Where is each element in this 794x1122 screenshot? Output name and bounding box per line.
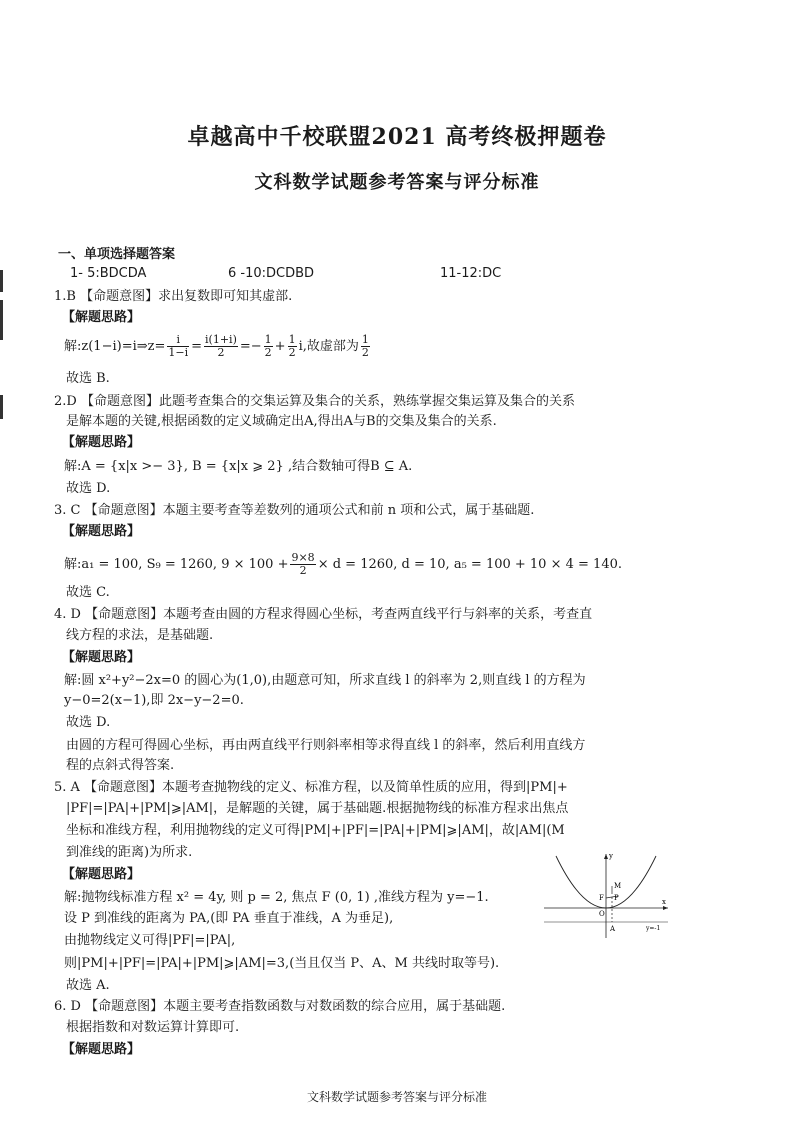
directrix-label: y=-1 <box>646 925 661 932</box>
q5-solution: 解:抛物线标准方程 x² = 4y, 则 p = 2, 焦点 F (0, 1) ,准线方程为 y=−1. <box>64 890 489 905</box>
answers-11-12: 11-12:DC <box>440 266 502 281</box>
q2-solution: 解:A = {x|x >− 3}, B = {x|x ⩾ 2} ,结合数轴可得B ⊆ A. <box>64 459 413 474</box>
q5-heading: 5. A 【命题意图】本题考查抛物线的定义、标准方程，以及简单性质的应用，得到|PM|+ <box>54 780 568 795</box>
parabola-figure <box>542 850 672 940</box>
q1-solution: 解:z(1−i)=i⇒z= $\frac{i}{1-i}$ = $\frac{i(1+i)}{2}$ =− $\frac{1}{2}$ + $\frac{1}{2}$ i,故虚部为 $\frac{1}{2}$ <box>64 333 369 359</box>
point-m-label: M <box>614 882 622 890</box>
axis-y-label: y <box>609 852 613 860</box>
answers-6-10: 6 -10:DCDBD <box>228 266 315 281</box>
q2-heading-cont: 是解本题的关键,根据函数的定义域确定出A,得出A与B的交集及集合的关系. <box>66 414 497 429</box>
point-p-label: P <box>614 894 619 902</box>
q4-thinking-label: 【解题思路】 <box>62 650 141 665</box>
axis-x-label: x <box>662 898 666 906</box>
q3-heading: 3. C 【命题意图】本题主要考查等差数列的通项公式和前 n 项和公式，属于基础题. <box>54 503 535 518</box>
q2-thinking-label: 【解题思路】 <box>62 435 141 450</box>
q1-thinking-label: 【解题思路】 <box>62 310 141 325</box>
focus-label: F <box>599 894 604 902</box>
q5-heading-cont: |PF|=|PA|+|PM|⩾|AM|，是解题的关键，属于基础题.根据抛物线的标准方程求出焦点 <box>66 801 569 816</box>
exam-subtitle: 文科数学试题参考答案与评分标准 <box>254 172 540 193</box>
origin-label: O <box>599 910 605 918</box>
q4-note-cont: 程的点斜式得答案. <box>66 758 175 773</box>
fraction: $\frac{1}{2}$ <box>288 333 296 359</box>
exam-title: 卓越高中千校联盟2021 高考终极押题卷 <box>187 124 607 150</box>
q5-solution-cont: 设 P 到准线的距离为 PA,(即 PA 垂直于准线，A 为垂足), <box>64 911 394 926</box>
q4-choice: 故选 D. <box>66 715 111 730</box>
section-heading: 一、单项选择题答案 <box>58 247 176 262</box>
q5-solution-cont: 由抛物线定义可得|PF|=|PA|, <box>64 933 236 948</box>
q4-heading-cont: 线方程的求法，是基础题. <box>66 628 214 643</box>
fraction: $\frac{9\times 8}{2}$ <box>291 551 315 577</box>
q5-heading-cont: 到准线的距离)为所求. <box>66 845 193 860</box>
q6-note: 根据指数和对数运算计算即可. <box>66 1020 240 1035</box>
q4-solution-cont: y−0=2(x−1),即 2x−y−2=0. <box>64 693 244 708</box>
q4-heading: 4. D 【命题意图】本题考查由圆的方程求得圆心坐标，考查两直线平行与斜率的关系，考查直 <box>54 607 593 622</box>
q1-heading: 1.B 【命题意图】求出复数即可知其虚部. <box>54 289 293 304</box>
q5-choice: 故选 A. <box>66 978 110 993</box>
q2-choice: 故选 D. <box>66 481 111 496</box>
q3-choice: 故选 C. <box>66 585 110 600</box>
q4-solution: 解:圆 x²+y²−2x=0 的圆心为(1,0),由题意可知，所求直线 l 的斜率为 2,则直线 l 的方程为 <box>64 673 586 688</box>
fraction: $\frac{i}{1-i}$ <box>168 333 189 359</box>
q1-choice: 故选 B. <box>66 371 110 386</box>
q5-thinking-label: 【解题思路】 <box>62 867 141 882</box>
answers-1-5: 1- 5:BDCDA <box>70 266 147 281</box>
scan-edge-mark <box>0 395 3 419</box>
q5-heading-cont: 坐标和准线方程，利用抛物线的定义可得|PM|+|PF|=|PA|+|PM|⩾|AM|，故|AM|(M <box>66 823 565 838</box>
q3-solution: 解:a₁ = 100, S₉ = 1260, 9 × 100 + $\frac{9\times 8}{2}$ × d = 1260, d = 10, a₅ = 100 + 10 × 4 = 140. <box>64 551 622 577</box>
fraction: $\frac{i(1+i)}{2}$ <box>205 333 237 359</box>
q5-solution-cont: 则|PM|+|PF|=|PA|+|PM|⩾|AM|=3,(当且仅当 P、A、M 共线时取等号). <box>64 956 500 971</box>
fraction: $\frac{1}{2}$ <box>361 333 369 359</box>
page-footer: 文科数学试题参考答案与评分标准 <box>306 1090 487 1104</box>
q1-sol-prefix: 解:z(1−i)=i⇒z= <box>64 339 166 354</box>
q6-heading: 6. D 【命题意图】本题主要考查指数函数与对数函数的综合应用，属于基础题. <box>54 999 506 1014</box>
fraction: $\frac{1}{2}$ <box>264 333 272 359</box>
q6-thinking-label: 【解题思路】 <box>62 1042 141 1057</box>
scan-edge-mark <box>0 300 3 340</box>
q2-heading: 2.D 【命题意图】此题考查集合的交集运算及集合的关系，熟练掌握交集运算及集合的关系 <box>54 394 575 409</box>
q4-note: 由圆的方程可得圆心坐标，再由两直线平行则斜率相等求得直线 l 的斜率，然后利用直线方 <box>66 738 586 753</box>
point-a-label: A <box>610 925 616 933</box>
q3-thinking-label: 【解题思路】 <box>62 524 141 539</box>
scan-edge-mark <box>0 270 3 292</box>
